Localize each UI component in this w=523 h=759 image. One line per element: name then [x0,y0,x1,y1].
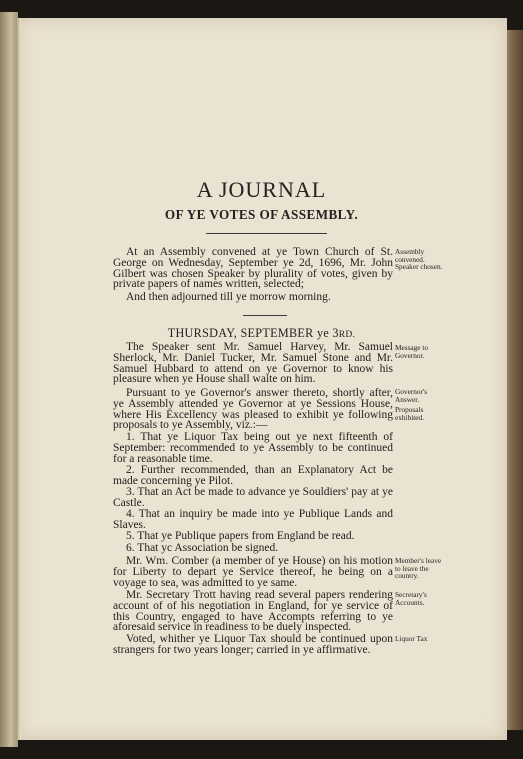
proposal-item-2: 2. Further recommended, than an Explanatory Act be made concerning ye Pilot. [113,464,393,487]
proposal-item-4: 4. That an inquiry be made into ye Publique Lands and Slaves. [113,508,393,531]
proposal-item-6: 6. That yc Association be signed. [126,542,279,554]
paragraph-member-leave: Mr. Wm. Comber (a member of ye House) on his motion for Liberty to depart ye Service thereof, he being on a voyage to sea, was admitted to ye same. [113,555,393,589]
margin-note-message: Message to Governor. [395,343,429,360]
section-divider [243,315,287,316]
book-cover-edge [505,30,523,730]
paragraph-secretary-accounts: Mr. Secretary Trott having read several papers rendering account of of his negotiation in England, for ye service of this Country, engaged to have Accompts referring to ye aforesaid service in readiness to be duely inspected. [113,589,393,634]
title-divider [206,233,327,234]
page-title: A JOURNAL [196,177,327,202]
margin-note-member-leave: Member's leave to leave the country. [395,556,442,581]
section-heading [0,326,523,341]
paragraph-liquor-tax-vote: Voted, whither ye Liquor Tax should be continued upon strangers for two years longer; carried in ye affirmative. [113,633,393,656]
paragraph-adjourned: And then adjourned till ye morrow morning. [126,291,331,303]
margin-note-assembly: Assembly convened. Speaker chosen. [395,247,443,272]
margin-note-liquor-tax: Liquor Tax [395,634,428,643]
section-heading-main: THURSDAY, SEPTEMBER ye 3 [167,326,339,340]
paragraph-speaker-chosen: At an Assembly convened at ye Town Church of St. George on Wednesday, September ye 2d, 1696, Mr. John Gilbert was chosen Speaker by plurality of votes, given by private papers of names written, selected; [113,246,393,291]
page-gutter [17,18,21,740]
margin-note-governor-answer: Governor's Answer. [395,387,428,404]
margin-note-secretary: Secretary's Accounts. [395,590,427,607]
paragraph-governor-answer: Pursuant to ye Governor's answer thereto, shortly after, ye Assembly attended ye Governor at ye Sessions House, where His Excellency was pleased to exhibit ye following proposals to ye Assembly, viz.:— [113,387,393,432]
proposal-item-5: 5. That ye Publique papers from England be read. [126,530,355,542]
proposal-item-1: 1. That ye Liquor Tax being out ye next fifteenth of September: recommended to ye Assembly to be continued for a reasonable time. [113,431,393,465]
adjacent-page-edge [0,12,18,747]
section-heading-suffix: RD. [338,330,356,340]
page-subtitle: OF YE VOTES OF ASSEMBLY. [164,207,359,222]
paragraph-message-to-governor: The Speaker sent Mr. Samuel Harvey, Mr. Samuel Sherlock, Mr. Daniel Tucker, Mr. Samuel Stone and Mr. Samuel Hubbard to attend on ye Governor to know his pleasure when ye House shall waite on him. [113,341,393,386]
proposal-item-3: 3. That an Act be made to advance ye Souldiers' pay at ye Castle. [113,486,393,509]
margin-note-proposals: Proposals exhibited. [395,405,424,422]
